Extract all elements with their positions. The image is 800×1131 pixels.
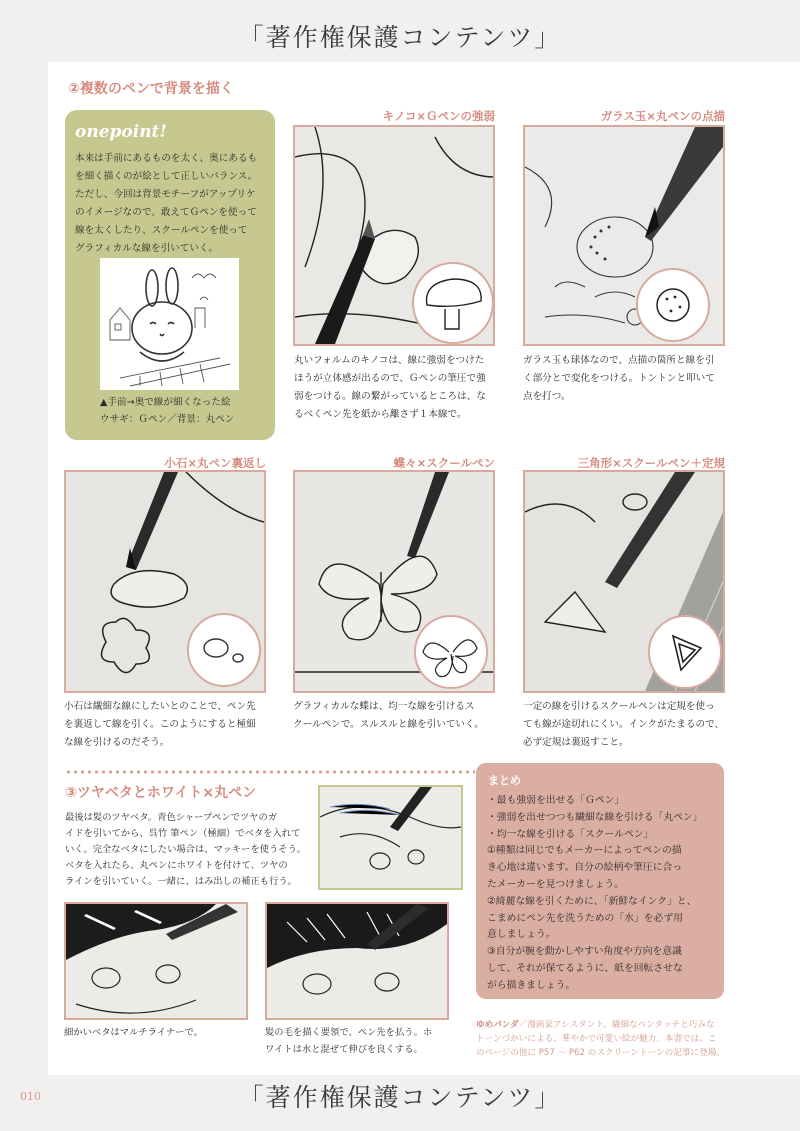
photo-mushroom-gpen [293, 125, 495, 346]
summary-item: き心地は違います。自分の絵柄や筆圧に合っ [487, 862, 683, 874]
author-profile: ゆめパンダ／漫画家アシスタント。繊細なペンタッチと巧みな トーンづかいによる、華やかで可愛い絵が魅力。本書では、こ のページの他に P57 ～ P62 のスクリーントーンの記事に登場。 [476, 1020, 725, 1058]
caption-multiliner: 細かいベタはマルチライナーで。 [64, 1027, 203, 1038]
summary-item: ②綺麗な線を引くために、「新鮮なインク」と、 [487, 895, 697, 907]
summary-item: ①種類は同じでもメーカーによってペンの描 [487, 845, 682, 857]
photo-butterfly-schoolpen [293, 470, 495, 693]
copyright-watermark-bottom: 「著作権保護コンテンツ」 [238, 1083, 562, 1112]
onepoint-title: onepoint! [75, 122, 167, 142]
photo-desc-glass-ball: ガラス玉も球体なので、点描の箇所と線を引 く部分とで変化をつける。トントンと叩いて 点を打つ。 [523, 355, 715, 402]
onepoint-caption: ▲手前→奥で線が細くなった絵 ウサギ：Ｇペン／背景：丸ペン [100, 397, 235, 425]
photo-title-butterfly: 蝶々×スクールペン [393, 456, 495, 470]
photo-title-mushroom: キノコ×Ｇペンの強弱 [382, 109, 495, 123]
section3-text: 最後は髪のツヤベタ。青色シャープペンでツヤのガ イドを引いてから、呉竹 筆ペン（極細）でベタを入れて いく。完全なベタにしたい場合は、マッキーを使うそう。 ベタを入れたら、丸ペンにホワイトを付けて、ツヤの ラインを引いていく。一緒に、はみ出しの補正も行う。 [65, 812, 307, 887]
photo-triangle-schoolpen-ruler [523, 470, 725, 693]
page-number: 010 [20, 1090, 41, 1103]
photo-multiliner-beta [64, 902, 248, 1020]
rabbit-sketch-image [100, 258, 239, 390]
section-title-gloss: ③ツヤベタとホワイト×丸ペン [65, 785, 257, 801]
summary-item: ・最も強弱を出せる「Ｇペン」 [487, 795, 625, 806]
summary-item: たメーカーを見つけましょう。 [487, 879, 624, 890]
photo-white-marupen [265, 902, 449, 1020]
photo-gloss-guide [318, 785, 463, 890]
photo-desc-triangle: 一定の線を引けるスクールペンは定規を使っ ても線が途切れにくい。インクがたまるので、 必ず定規は裏返すこと。 [523, 701, 725, 748]
photo-desc-mushroom: 丸いフォルムのキノコは、線に強弱をつけた ほうが立体感が出るので、Ｇペンの筆圧で強 弱をつける。線の繋がっているところは、な るべくペン先を紙から離さず１本線で。 [294, 355, 486, 420]
summary-item: 意しましょう。 [487, 929, 556, 941]
dotted-divider [65, 770, 475, 774]
photo-title-triangle: 三角形×スクールペン＋定規 [577, 456, 725, 470]
summary-item: ③自分が腕を動かしやすい角度や方向を意識 [487, 946, 682, 958]
photo-desc-pebble: 小石は繊細な線にしたいとのことで、ペン先 を裏返して線を引く。このようにすると極細 な線を引けるのだそう。 [64, 701, 256, 748]
summary-title: まとめ [488, 774, 521, 787]
photo-title-pebble: 小石×丸ペン裏返し [164, 456, 266, 470]
photo-desc-butterfly: グラフィカルな蝶は、均一な線を引けるス クールペンで。スルスルと線を引いていく。 [293, 701, 485, 730]
summary-item: がら描きましょう。 [487, 979, 576, 991]
summary-item: して、それが保てるように、紙を回転させな [487, 963, 683, 974]
section-title-pens: ②複数のペンで背景を描く [68, 81, 234, 97]
onepoint-text: 本来は手前にあるものを太く、奥にあるも を細く描くのが絵として正しいバランス。 ただし、今回は背景モチーフがアップリケ のイメージなので、敢えてＧペンを使って 線を太くしたり、スクールペンを使って グラフィカルな線を引いていく。 [75, 153, 258, 254]
photo-pebble-marupen-reverse [64, 470, 266, 693]
photo-glass-ball-marupen [523, 125, 725, 346]
copyright-watermark-top: 「著作権保護コンテンツ」 [238, 23, 562, 52]
author-name: ゆめパンダ [476, 1020, 519, 1030]
caption-white: 髪の毛を描く要領で、ペン先を払う。ホ ワイトは水と混ぜて伸びを良くする。 [265, 1027, 433, 1055]
photo-title-glass-ball: ガラス玉×丸ペンの点描 [600, 109, 725, 123]
summary-item: ・強弱を出せつつも繊細な線を引ける「丸ペン」 [487, 811, 703, 823]
summary-item: こまめにペン先を洗うための「水」を必ず用 [487, 912, 683, 924]
summary-item: ・均一な線を引ける「スクールペン」 [487, 828, 654, 840]
